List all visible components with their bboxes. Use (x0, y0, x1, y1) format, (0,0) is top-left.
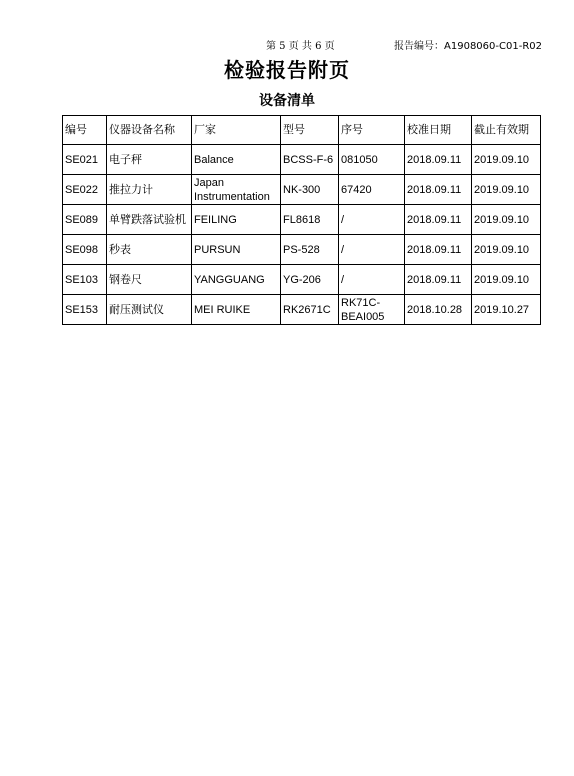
column-header-id: 编号 (63, 116, 107, 145)
table-row (63, 265, 541, 295)
cell-serial: 081050 (339, 145, 405, 175)
cell-expiry-date: 2019.09.10 (472, 235, 541, 265)
cell-name: 电子秤 (107, 145, 192, 175)
cell-expiry-date: 2019.10.27 (472, 295, 541, 325)
cell-model: NK-300 (281, 175, 339, 205)
report-number: 报告编号：A1908060-C01-R02 (394, 41, 542, 52)
table-row (63, 295, 541, 325)
column-header-serial: 序号 (339, 116, 405, 145)
cell-model: RK2671C (281, 295, 339, 325)
column-header-calibration-date: 校准日期 (405, 116, 472, 145)
cell-calibration-date: 2018.09.11 (405, 175, 472, 205)
column-header-manufacturer: 厂家 (192, 116, 281, 145)
equipment-table (62, 115, 541, 325)
cell-id: SE103 (63, 265, 107, 295)
cell-calibration-date: 2018.09.11 (405, 265, 472, 295)
cell-model: BCSS-F-6 (281, 145, 339, 175)
cell-serial: RK71C-BEAI005 (339, 295, 405, 325)
cell-id: SE022 (63, 175, 107, 205)
cell-model: FL8618 (281, 205, 339, 235)
page-title: 检验报告附页 (224, 58, 350, 82)
cell-id: SE098 (63, 235, 107, 265)
table-row (63, 205, 541, 235)
column-header-expiry-date: 截止有效期 (472, 116, 541, 145)
cell-expiry-date: 2019.09.10 (472, 265, 541, 295)
cell-expiry-date: 2019.09.10 (472, 175, 541, 205)
cell-name: 推拉力计 (107, 175, 192, 205)
section-title: 设备清单 (259, 93, 315, 109)
cell-model: PS-528 (281, 235, 339, 265)
cell-name: 钢卷尺 (107, 265, 192, 295)
cell-expiry-date: 2019.09.10 (472, 145, 541, 175)
cell-id: SE089 (63, 205, 107, 235)
column-header-name: 仪器设备名称 (107, 116, 192, 145)
page-indicator: 第 5 页 共 6 页 (266, 41, 335, 52)
cell-serial: / (339, 235, 405, 265)
table-row (63, 145, 541, 175)
cell-manufacturer: PURSUN (192, 235, 281, 265)
cell-manufacturer: Japan Instrumentation (192, 175, 281, 205)
cell-name: 单臂跌落试验机 (107, 205, 192, 235)
cell-manufacturer: MEI RUIKE (192, 295, 281, 325)
cell-manufacturer: YANGGUANG (192, 265, 281, 295)
cell-id: SE021 (63, 145, 107, 175)
cell-manufacturer: FEILING (192, 205, 281, 235)
cell-name: 秒表 (107, 235, 192, 265)
table-row (63, 235, 541, 265)
cell-manufacturer: Balance (192, 145, 281, 175)
cell-expiry-date: 2019.09.10 (472, 205, 541, 235)
cell-model: YG-206 (281, 265, 339, 295)
cell-name: 耐压测试仪 (107, 295, 192, 325)
cell-serial: 67420 (339, 175, 405, 205)
table-header-row (63, 116, 541, 145)
cell-calibration-date: 2018.09.11 (405, 145, 472, 175)
column-header-model: 型号 (281, 116, 339, 145)
cell-calibration-date: 2018.09.11 (405, 235, 472, 265)
cell-id: SE153 (63, 295, 107, 325)
cell-serial: / (339, 265, 405, 295)
table-row (63, 175, 541, 205)
cell-calibration-date: 2018.09.11 (405, 205, 472, 235)
cell-calibration-date: 2018.10.28 (405, 295, 472, 325)
cell-serial: / (339, 205, 405, 235)
